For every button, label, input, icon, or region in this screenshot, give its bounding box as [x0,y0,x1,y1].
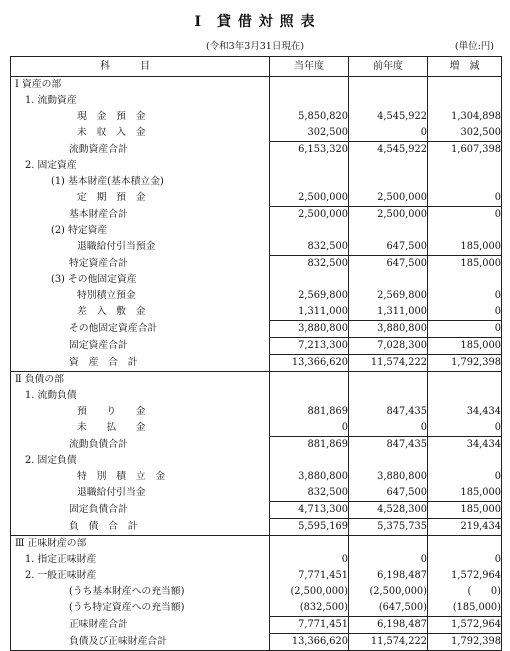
current-year-value: (2,500,000) [270,584,349,600]
row-label: 未 収 入 金 [11,125,270,142]
header-previous-year: 前年度 [349,57,428,77]
row-label: (3) その他固定資産 [11,272,270,288]
difference-value [428,388,502,404]
difference-value: 1,607,398 [428,142,502,159]
row-label: Ⅱ 負債の部 [11,372,270,389]
previous-year-value [349,453,428,469]
current-year-value: 5,595,169 [270,519,349,536]
previous-year-value: 847,435 [349,437,428,454]
table-row [11,536,502,553]
previous-year-value: 5,375,735 [349,519,428,536]
row-label: 1. 流動資産 [11,93,270,109]
difference-value: 185,000 [428,239,502,256]
difference-value: 1,792,398 [428,634,502,651]
table-row [11,437,502,454]
table-row [11,502,502,519]
difference-value: 185,000 [428,502,502,519]
previous-year-value: 647,500 [349,485,428,502]
current-year-value: 0 [270,552,349,568]
row-label: 固定負債合計 [11,502,270,519]
difference-value [428,372,502,389]
current-year-value [270,158,349,174]
row-label: (2) 特定資産 [11,223,270,239]
previous-year-value: (647,500) [349,600,428,617]
header-current-year: 当年度 [270,57,349,77]
difference-value: 302,500 [428,125,502,142]
unit-label: (単位:円) [454,41,494,52]
table-row [11,355,502,372]
current-year-value [270,388,349,404]
difference-value [428,223,502,239]
table-row [11,600,502,617]
table-row [11,207,502,224]
previous-year-value: 6,198,487 [349,568,428,584]
current-year-value [270,536,349,553]
header-item: 科目 [11,57,270,77]
difference-value: ( 0) [428,584,502,600]
current-year-value: 2,500,000 [270,190,349,207]
row-label: 流動資産合計 [11,142,270,159]
previous-year-value: 647,500 [349,256,428,273]
current-year-value: 7,213,300 [270,338,349,355]
current-year-value: 7,771,451 [270,568,349,584]
table-row [11,321,502,338]
previous-year-value: (2,500,000) [349,584,428,600]
row-label: 退職給付引当預金 [11,239,270,256]
header-row [11,57,502,77]
current-year-value [270,223,349,239]
previous-year-value: 0 [349,552,428,568]
table-row [11,158,502,174]
difference-value: 1,572,964 [428,617,502,634]
table-row [11,174,502,190]
difference-value [428,453,502,469]
row-label: 特別積立預金 [11,288,270,304]
current-year-value: 2,500,000 [270,207,349,224]
row-label: Ⅲ 正味財産の部 [11,536,270,553]
table-row [11,404,502,420]
difference-value: 0 [428,190,502,207]
current-year-value [270,372,349,389]
table-row [11,485,502,502]
current-year-value: 7,771,451 [270,617,349,634]
table-row [11,388,502,404]
difference-value: 0 [428,304,502,321]
row-label: 2. 固定負債 [11,453,270,469]
current-year-value: 3,880,800 [270,321,349,338]
difference-value: 0 [428,207,502,224]
row-label: 基本財産合計 [11,207,270,224]
row-label: 負債及び正味財産合計 [11,634,270,651]
current-year-value: 5,850,820 [270,109,349,125]
table-row [11,190,502,207]
difference-value [428,77,502,94]
row-label: 現 金 預 金 [11,109,270,125]
previous-year-value: 11,574,222 [349,634,428,651]
previous-year-value: 3,880,800 [349,321,428,338]
table-row [11,77,502,94]
row-label: 退職給付引当金 [11,485,270,502]
table-row [11,420,502,437]
table-row [11,617,502,634]
previous-year-value [349,536,428,553]
previous-year-value [349,388,428,404]
difference-value: 185,000 [428,338,502,355]
previous-year-value: 2,569,800 [349,288,428,304]
previous-year-value: 6,198,487 [349,617,428,634]
as-of-date: (令和3年3月31日現在) [205,41,305,52]
row-label: 固定資産合計 [11,338,270,355]
difference-value: 1,792,398 [428,355,502,372]
current-year-value: 2,569,800 [270,288,349,304]
difference-value: 1,572,964 [428,568,502,584]
row-label: その他固定資産合計 [11,321,270,338]
difference-value [428,93,502,109]
table-row [11,125,502,142]
difference-value [428,174,502,190]
row-label: 2. 一般正味財産 [11,568,270,584]
table-row [11,93,502,109]
table-row [11,372,502,389]
balance-sheet-table [10,56,502,651]
row-label: Ⅰ 資産の部 [11,77,270,94]
current-year-value [270,77,349,94]
previous-year-value: 647,500 [349,239,428,256]
difference-value: 34,434 [428,437,502,454]
previous-year-value: 0 [349,420,428,437]
previous-year-value: 847,435 [349,404,428,420]
difference-value: 0 [428,288,502,304]
difference-value: (185,000) [428,600,502,617]
current-year-value [270,93,349,109]
table-row [11,469,502,485]
current-year-value: 832,500 [270,239,349,256]
row-label: 負 債 合 計 [11,519,270,536]
table-row [11,239,502,256]
previous-year-value: 4,528,300 [349,502,428,519]
current-year-value: 3,880,800 [270,469,349,485]
previous-year-value: 0 [349,125,428,142]
previous-year-value [349,272,428,288]
current-year-value: 832,500 [270,256,349,273]
difference-value [428,272,502,288]
difference-value [428,536,502,553]
row-label: 定 期 預 金 [11,190,270,207]
previous-year-value: 11,574,222 [349,355,428,372]
row-label: 預 り 金 [11,404,270,420]
difference-value [428,158,502,174]
document-title: Ⅰ 貸 借 対 照 表 [194,14,316,30]
row-label: (1) 基本財産(基本積立金) [11,174,270,190]
row-label: (うち基本財産への充当額) [11,584,270,600]
row-label: 特定資産合計 [11,256,270,273]
previous-year-value: 2,500,000 [349,190,428,207]
previous-year-value: 2,500,000 [349,207,428,224]
difference-value: 34,434 [428,404,502,420]
row-label: 未 払 金 [11,420,270,437]
row-label: 資 産 合 計 [11,355,270,372]
current-year-value: 881,869 [270,437,349,454]
row-label: 1. 指定正味財産 [11,552,270,568]
table-row [11,453,502,469]
current-year-value: 4,713,300 [270,502,349,519]
current-year-value: 13,366,620 [270,355,349,372]
difference-value: 0 [428,321,502,338]
previous-year-value: 4,545,922 [349,109,428,125]
table-row [11,223,502,239]
table-row [11,584,502,600]
table-row [11,304,502,321]
difference-value: 0 [428,420,502,437]
table-row [11,142,502,159]
table-row [11,288,502,304]
table-row [11,634,502,651]
current-year-value [270,174,349,190]
current-year-value: 6,153,320 [270,142,349,159]
current-year-value: 881,869 [270,404,349,420]
previous-year-value: 7,028,300 [349,338,428,355]
table-row [11,338,502,355]
difference-value: 0 [428,552,502,568]
previous-year-value: 1,311,000 [349,304,428,321]
previous-year-value [349,223,428,239]
difference-value: 0 [428,469,502,485]
previous-year-value: 4,545,922 [349,142,428,159]
current-year-value: 832,500 [270,485,349,502]
difference-value: 1,304,898 [428,109,502,125]
current-year-value: 13,366,620 [270,634,349,651]
row-label: 流動負債合計 [11,437,270,454]
previous-year-value: 3,880,800 [349,469,428,485]
previous-year-value [349,158,428,174]
previous-year-value [349,174,428,190]
row-label: 正味財産合計 [11,617,270,634]
table-row [11,256,502,273]
previous-year-value [349,93,428,109]
current-year-value [270,453,349,469]
current-year-value [270,272,349,288]
row-label: 特 別 積 立 金 [11,469,270,485]
previous-year-value [349,372,428,389]
header-difference: 増 減 [428,57,502,77]
current-year-value: 1,311,000 [270,304,349,321]
current-year-value: 302,500 [270,125,349,142]
row-label: 2. 固定資産 [11,158,270,174]
row-label: 差 入 敷 金 [11,304,270,321]
row-label: 1. 流動負債 [11,388,270,404]
table-row [11,519,502,536]
previous-year-value [349,77,428,94]
current-year-value: 0 [270,420,349,437]
row-label: (うち特定資産への充当額) [11,600,270,617]
table-row [11,109,502,125]
current-year-value: (832,500) [270,600,349,617]
difference-value: 219,434 [428,519,502,536]
difference-value: 185,000 [428,485,502,502]
table-row [11,568,502,584]
table-row [11,272,502,288]
difference-value: 185,000 [428,256,502,273]
table-row [11,552,502,568]
